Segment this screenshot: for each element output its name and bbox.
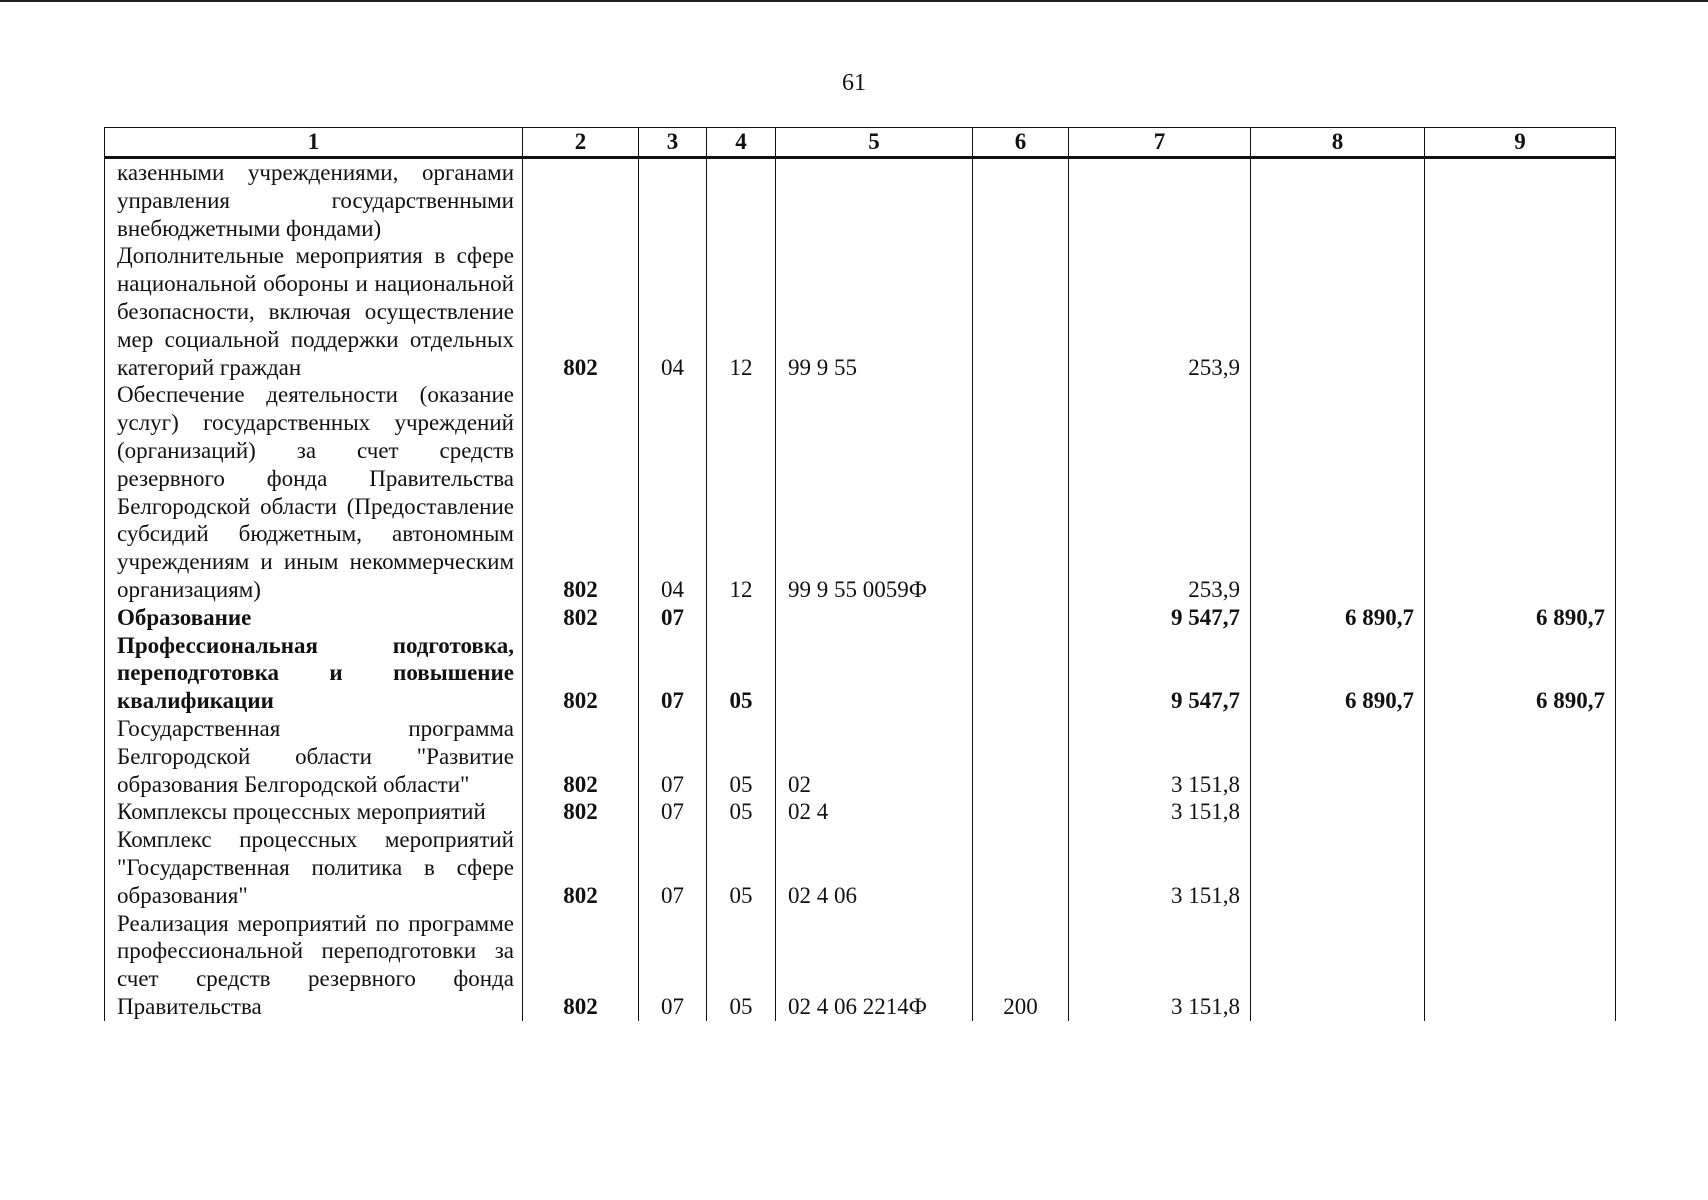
- cell-rz: [639, 158, 707, 243]
- cell-cs: [776, 632, 973, 715]
- cell-sum-3: [1425, 381, 1616, 603]
- row-name: Комплексы процессных мероприятий: [105, 798, 523, 826]
- cell-cs: [776, 158, 973, 243]
- cell-vr: 200: [973, 910, 1069, 1021]
- cell-vr: [973, 715, 1069, 798]
- cell-pr: 05: [707, 826, 776, 909]
- header-cell: 6: [973, 128, 1069, 158]
- cell-pr: 05: [707, 715, 776, 798]
- cell-sum: 3 151,8: [1069, 826, 1251, 909]
- cell-gr: 802: [523, 910, 639, 1021]
- cell-gr: 802: [523, 604, 639, 632]
- cell-pr: 05: [707, 632, 776, 715]
- cell-pr: 12: [707, 381, 776, 603]
- cell-sum-3: 6 890,7: [1425, 632, 1616, 715]
- table-row: [105, 158, 1616, 243]
- header-cell: 3: [639, 128, 707, 158]
- cell-sum-3: [1425, 242, 1616, 381]
- page-number: 61: [842, 70, 866, 96]
- cell-gr: 802: [523, 798, 639, 826]
- cell-sum-3: [1425, 158, 1616, 243]
- cell-cs: 02 4 06 2214Ф: [776, 910, 973, 1021]
- cell-pr: 12: [707, 242, 776, 381]
- table-row: [105, 910, 1616, 1021]
- table-row: [105, 632, 1616, 715]
- row-name: Государственная программа Белгородской области "Развитие образования Белгородской области": [105, 715, 523, 798]
- row-name: казенными учреждениями, органами управления государственными внебюджетными фондами): [105, 158, 523, 243]
- cell-rz: 04: [639, 381, 707, 603]
- cell-vr: [973, 604, 1069, 632]
- cell-pr: [707, 158, 776, 243]
- table-row: [105, 381, 1616, 603]
- cell-sum-2: [1251, 381, 1425, 603]
- cell-vr: [973, 826, 1069, 909]
- cell-sum-2: [1251, 715, 1425, 798]
- cell-sum-3: [1425, 910, 1616, 1021]
- cell-sum-3: [1425, 715, 1616, 798]
- top-rule: [0, 0, 1708, 2]
- cell-cs: 02: [776, 715, 973, 798]
- cell-gr: [523, 158, 639, 243]
- cell-sum-3: 6 890,7: [1425, 604, 1616, 632]
- cell-gr: 802: [523, 826, 639, 909]
- cell-sum: [1069, 158, 1251, 243]
- header-cell: 5: [776, 128, 973, 158]
- cell-sum: 253,9: [1069, 242, 1251, 381]
- cell-sum-2: [1251, 910, 1425, 1021]
- header-cell: 4: [707, 128, 776, 158]
- cell-vr: [973, 798, 1069, 826]
- cell-sum: 3 151,8: [1069, 798, 1251, 826]
- cell-vr: [973, 632, 1069, 715]
- cell-pr: 05: [707, 798, 776, 826]
- table-row: [105, 715, 1616, 798]
- header-cell: 7: [1069, 128, 1251, 158]
- budget-table: [104, 127, 1616, 1021]
- cell-cs: 99 9 55 0059Ф: [776, 381, 973, 603]
- cell-cs: 02 4: [776, 798, 973, 826]
- cell-rz: 07: [639, 715, 707, 798]
- table-row: [105, 798, 1616, 826]
- cell-sum: 3 151,8: [1069, 910, 1251, 1021]
- header-cell: 2: [523, 128, 639, 158]
- header-row: [105, 128, 1616, 158]
- cell-rz: 07: [639, 632, 707, 715]
- cell-gr: 802: [523, 715, 639, 798]
- cell-vr: [973, 381, 1069, 603]
- cell-vr: [973, 242, 1069, 381]
- cell-rz: 07: [639, 826, 707, 909]
- cell-sum-2: [1251, 798, 1425, 826]
- cell-sum-3: [1425, 826, 1616, 909]
- table-row: [105, 242, 1616, 381]
- cell-rz: 07: [639, 798, 707, 826]
- cell-sum: 3 151,8: [1069, 715, 1251, 798]
- cell-rz: 07: [639, 604, 707, 632]
- cell-sum: 253,9: [1069, 381, 1251, 603]
- cell-sum-3: [1425, 798, 1616, 826]
- cell-rz: 04: [639, 242, 707, 381]
- cell-pr: 05: [707, 910, 776, 1021]
- row-name: Профессиональная подготовка, переподготовка и повышение квалификации: [105, 632, 523, 715]
- cell-pr: [707, 604, 776, 632]
- header-cell: 8: [1251, 128, 1425, 158]
- cell-gr: 802: [523, 242, 639, 381]
- cell-vr: [973, 158, 1069, 243]
- row-name: Образование: [105, 604, 523, 632]
- cell-sum-2: [1251, 826, 1425, 909]
- cell-sum: 9 547,7: [1069, 632, 1251, 715]
- cell-sum: 9 547,7: [1069, 604, 1251, 632]
- row-name: Обеспечение деятельности (оказание услуг) государственных учреждений (организаций) за счет средств резервного фонда Правительства Белгородской области (Предоставление субсидий бюджетным, автономным учреждениям и иным некоммерческим организациям): [105, 381, 523, 603]
- cell-rz: 07: [639, 910, 707, 1021]
- header-cell: 9: [1425, 128, 1616, 158]
- cell-cs: 99 9 55: [776, 242, 973, 381]
- table-row: [105, 826, 1616, 909]
- row-name: Комплекс процессных мероприятий "Государственная политика в сфере образования": [105, 826, 523, 909]
- table-row: [105, 604, 1616, 632]
- row-name: Дополнительные мероприятия в сфере национальной обороны и национальной безопасности, включая осуществление мер социальной поддержки отдельных категорий граждан: [105, 242, 523, 381]
- header-cell: 1: [105, 128, 523, 158]
- cell-sum-2: 6 890,7: [1251, 632, 1425, 715]
- cell-sum-2: 6 890,7: [1251, 604, 1425, 632]
- cell-cs: 02 4 06: [776, 826, 973, 909]
- cell-cs: [776, 604, 973, 632]
- cell-sum-2: [1251, 158, 1425, 243]
- cell-sum-2: [1251, 242, 1425, 381]
- cell-gr: 802: [523, 381, 639, 603]
- row-name: Реализация мероприятий по программе профессиональной переподготовки за счет средств резервного фонда Правительства: [105, 910, 523, 1021]
- cell-gr: 802: [523, 632, 639, 715]
